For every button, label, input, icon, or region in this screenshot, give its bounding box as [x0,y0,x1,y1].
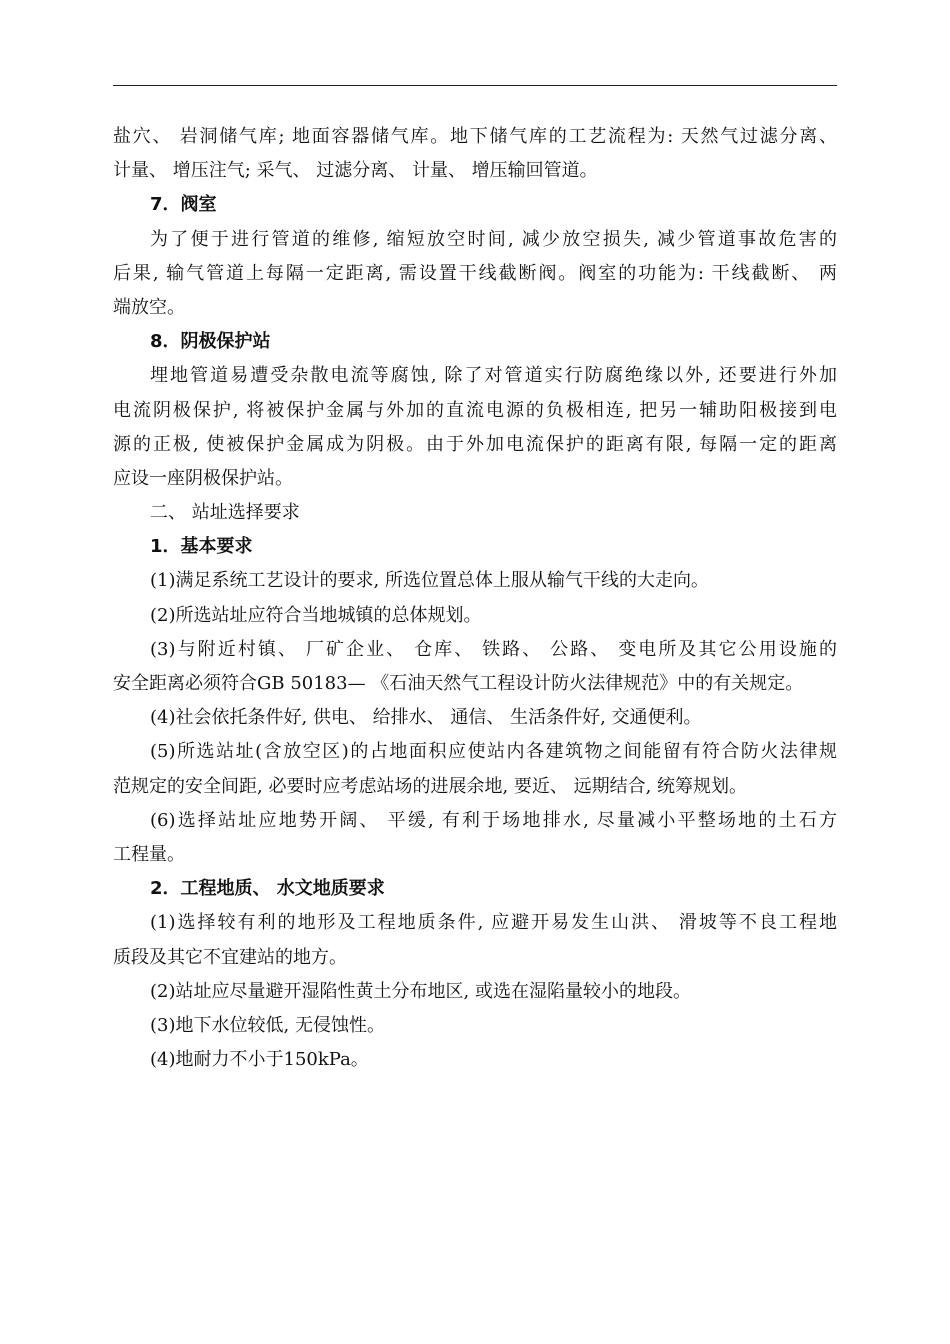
paragraph-valve-line-2: 后果, 输气管道上每隔一定距离, 需设置干线截断阀。阀室的功能为: 干线截断、 两 [113,262,837,284]
item-basic-5-line-2: 范规定的安全间距, 必要时应考虑站场的进展余地, 要近、 远期结合, 统筹规划。 [113,775,748,797]
paragraph-cathodic-line-4: 应设一座阴极保护站。 [113,467,293,489]
paragraph-cathodic-line-1: 埋地管道易遭受杂散电流等腐蚀, 除了对管道实行防腐绝缘以外, 还要进行外加 [150,365,837,387]
heading-cathodic-station: 8．阴极保护站 [150,331,271,353]
paragraph-cathodic-line-2: 电流阴极保护, 将被保护金属与外加的直流电源的负极相连, 把另一辅助阳极接到电 [113,399,837,421]
item-basic-6-line-2: 工程量。 [113,843,185,865]
item-basic-3-line-1: (3)与附近村镇、 厂矿企业、 仓库、 铁路、 公路、 变电所及其它公用设施的 [150,638,837,660]
item-geology-4: (4)地耐力不小于150kPa。 [150,1049,369,1071]
item-basic-1: (1)满足系统工艺设计的要求, 所选位置总体上服从输气干线的大走向。 [150,570,709,592]
header-rule [113,85,837,86]
paragraph-cathodic-line-3: 源的正极, 使被保护金属成为阴极。由于外加电流保护的距离有限, 每隔一定的距离 [113,433,837,455]
heading-geology-requirements: 2．工程地质、 水文地质要求 [150,878,385,900]
document-body [113,120,837,1077]
item-basic-4: (4)社会依托条件好, 供电、 给排水、 通信、 生活条件好, 交通便利。 [150,707,702,729]
item-geology-1-line-2: 质段及其它不宜建站的地方。 [113,946,347,968]
item-basic-3-line-2: 安全距离必须符合GB 50183— 《石油天然气工程设计防火法律规范》中的有关规定。 [113,673,804,694]
paragraph-valve-line-3: 端放空。 [113,296,185,318]
item-basic-6-line-1: (6)选择站址应地势开阔、 平缓, 有利于场地排水, 尽量减小平整场地的土石方 [150,809,837,831]
item-basic-2: (2)所选站址应符合当地城镇的总体规划。 [150,604,482,626]
heading-valve-room: 7．阀室 [150,194,217,216]
section-site-selection: 二、 站址选择要求 [150,502,300,524]
heading-basic-requirements: 1．基本要求 [150,536,253,558]
paragraph-storage-line-2: 计量、 增压注气; 采气、 过滤分离、 计量、 增压输回管道。 [113,160,598,182]
item-geology-2: (2)站址应尽量避开湿陷性黄土分布地区, 或选在湿陷量较小的地段。 [150,980,691,1002]
paragraph-storage-line-1: 盐穴、 岩洞储气库; 地面容器储气库。地下储气库的工艺流程为: 天然气过滤分离、 [113,126,837,147]
paragraph-valve-line-1: 为了便于进行管道的维修, 缩短放空时间, 减少放空损失, 减少管道事故危害的 [150,228,837,250]
item-geology-3: (3)地下水位较低, 无侵蚀性。 [150,1014,385,1036]
item-geology-1-line-1: (1)选择较有利的地形及工程地质条件, 应避开易发生山洪、 滑坡等不良工程地 [150,912,837,934]
item-basic-5-line-1: (5)所选站址(含放空区)的占地面积应使站内各建筑物之间能留有符合防火法律规 [150,741,837,763]
